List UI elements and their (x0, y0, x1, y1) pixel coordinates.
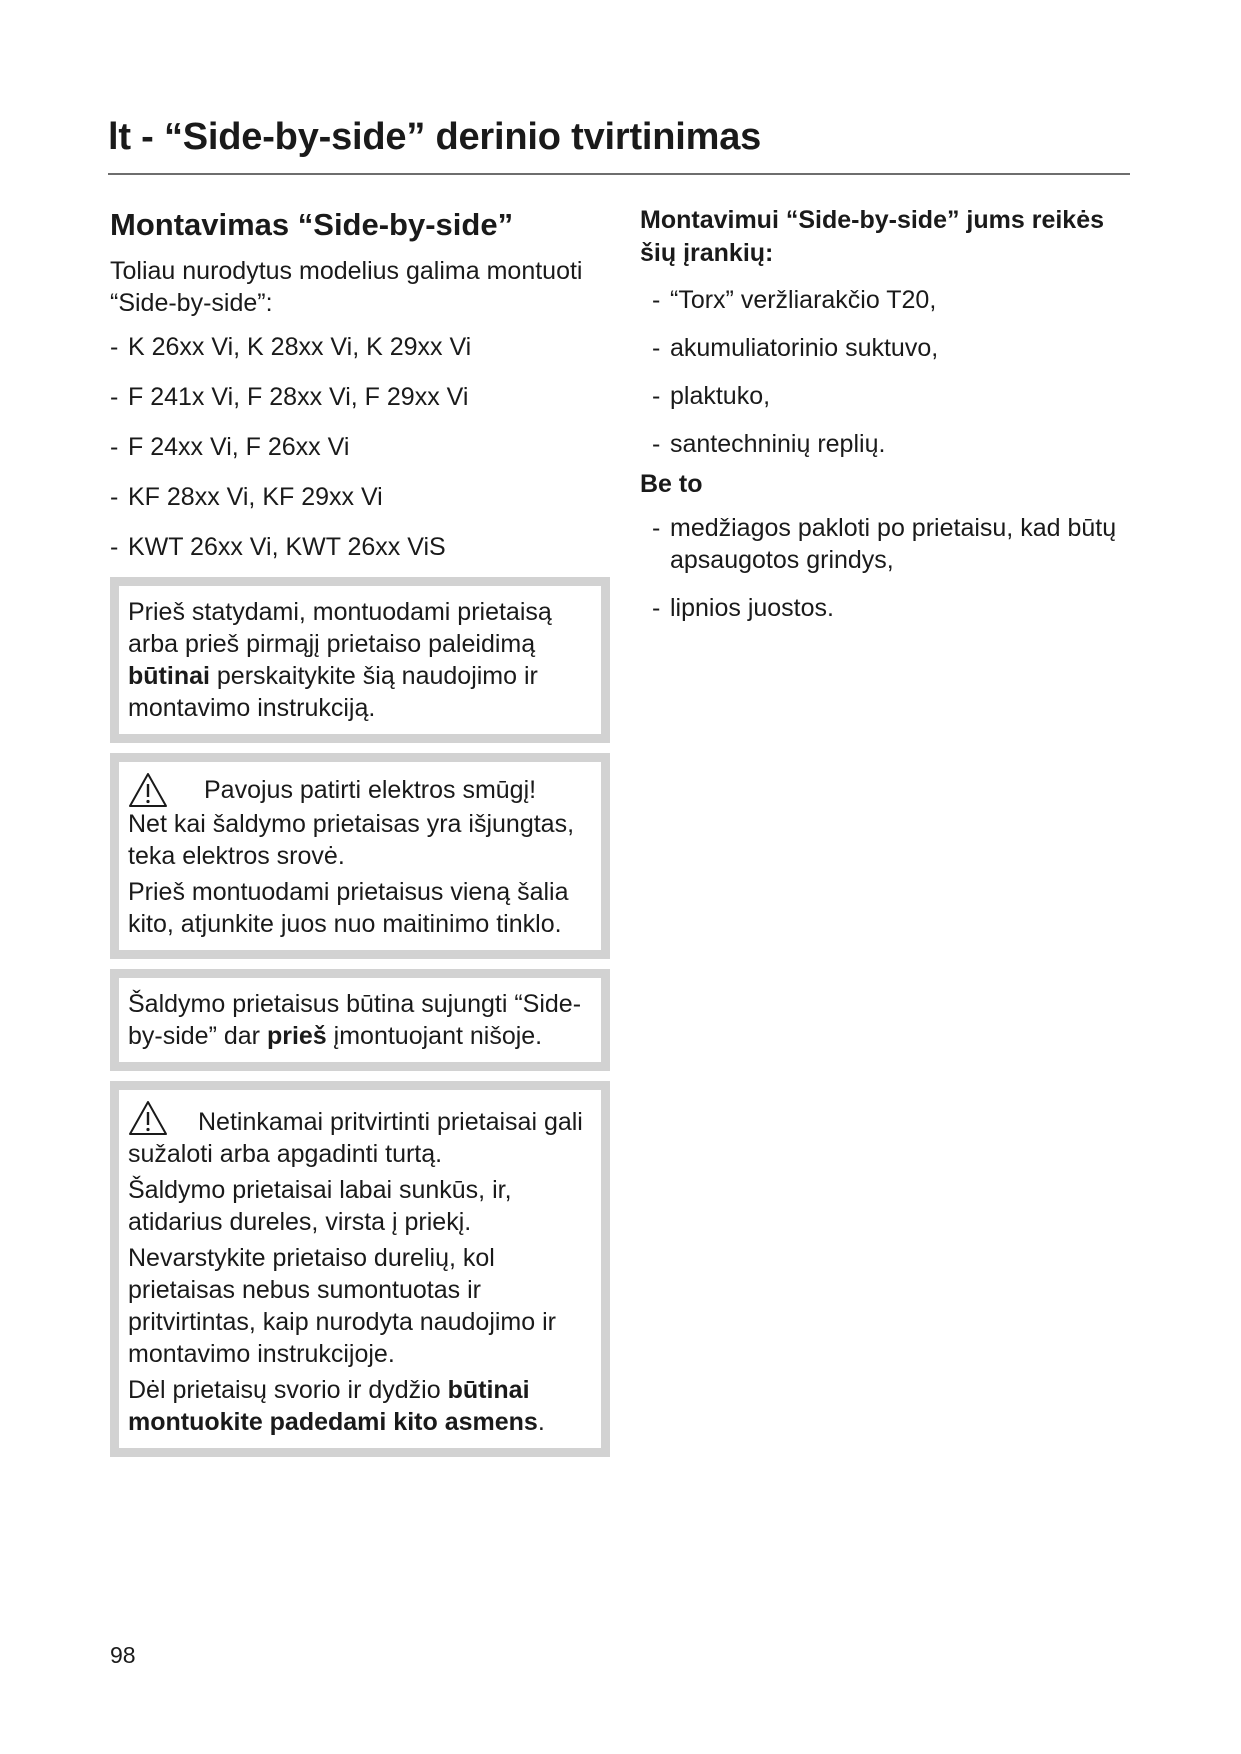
warning-heading: Pavojus patirti elektros smūgį! (128, 772, 591, 808)
section-heading: Montavimas “Side-by-side” (110, 207, 514, 242)
warning-text: Net kai šaldymo prietaisas yra išjungtas, teka elektros srovė. (128, 810, 575, 871)
warning-text: Prieš montuodami prietaisus vieną šalia kito, atjunkite juos nuo maitinimo tinklo. (128, 878, 569, 939)
dash-mark: - (110, 333, 119, 362)
model-list (110, 331, 605, 563)
dash-mark: - (110, 483, 119, 512)
list-item: - plaktuko, (652, 382, 771, 410)
tools-list (640, 284, 1140, 460)
dash-mark: - (110, 433, 119, 462)
page-number: 98 (110, 1642, 136, 1668)
info-note-box (110, 969, 610, 1071)
list-item: - KF 28xx Vi, KF 29xx Vi (110, 483, 383, 512)
info-note-box (110, 577, 610, 743)
list-item: - F 24xx Vi, F 26xx Vi (110, 433, 350, 462)
list-item: - medžiagos pakloti po prietaisu, kad būtų apsaugotos grindys, (652, 514, 1117, 574)
list-item: - KWT 26xx Vi, KWT 26xx ViS (110, 533, 446, 562)
electric-shock-warning-box (110, 753, 610, 959)
warning-triangle-icon (128, 1100, 168, 1136)
warning-text: Šaldymo prietaisai labai sunkūs, ir, atidarius dureles, virsta į priekį. (128, 1176, 512, 1237)
right-column (640, 204, 1140, 640)
dash-mark: - (652, 382, 661, 410)
list-item: - “Torx” veržliarakčio T20, (652, 286, 937, 314)
models-intro: Toliau nurodytus modelius galima montuoti “Side-by-side”: (110, 257, 583, 318)
dash-mark: - (110, 383, 119, 412)
warning-triangle-icon (128, 772, 168, 808)
dash-mark: - (652, 514, 661, 542)
title-divider (108, 173, 1130, 175)
info-note-text: Prieš statydami, montuodami prietaisą arba prieš pirmąjį prietaiso paleidimą būtinai perskaitykite šią naudojimo ir montavimo instrukciją. (128, 598, 552, 723)
list-item: - akumuliatorinio suktuvo, (652, 334, 939, 362)
dash-mark: - (652, 430, 661, 458)
dash-mark: - (110, 533, 119, 562)
list-item: - K 26xx Vi, K 28xx Vi, K 29xx Vi (110, 333, 472, 362)
left-column (110, 206, 605, 1467)
list-item: - F 241x Vi, F 28xx Vi, F 29xx Vi (110, 383, 469, 412)
info-note-text: Šaldymo prietaisus būtina sujungti “Side-by-side” dar prieš įmontuojant nišoje. (128, 990, 582, 1051)
also-list (640, 512, 1140, 624)
warning-text: Nevarstykite prietaiso durelių, kol prietaisas nebus sumontuotas ir pritvirtintas, kaip nurodyta naudojimo ir montavimo instrukcijoje. (128, 1244, 556, 1369)
tools-heading: Montavimui “Side-by-side” jums reikės šių įrankių: (640, 206, 1105, 267)
dash-mark: - (652, 334, 661, 362)
dash-mark: - (652, 286, 661, 314)
warning-text: Dėl prietaisų svorio ir dydžio būtinai montuokite padedami kito asmens. (128, 1376, 545, 1437)
page-title: lt - “Side-by-side” derinio tvirtinimas (108, 116, 762, 158)
also-heading: Be to (640, 470, 703, 498)
dash-mark: - (652, 594, 661, 622)
list-item: - lipnios juostos. (652, 594, 834, 622)
tipping-warning-box (110, 1081, 610, 1457)
warning-heading: Netinkamai pritvirtinti prietaisai gali sužaloti arba apgadinti turtą. (128, 1100, 591, 1170)
list-item: - santechninių replių. (652, 430, 886, 458)
